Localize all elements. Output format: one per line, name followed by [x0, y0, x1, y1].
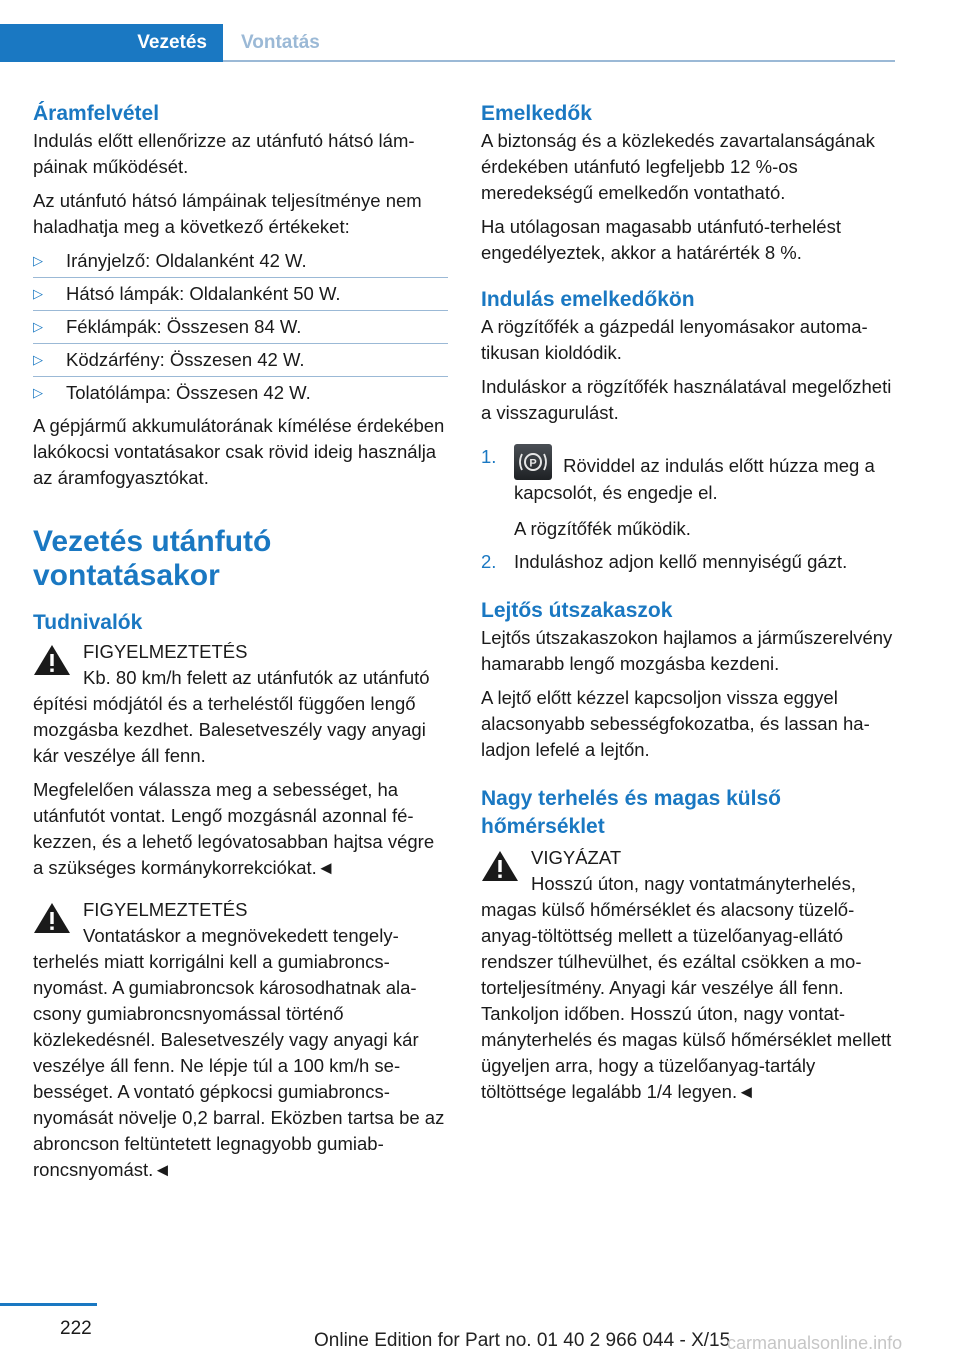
triangle-bullet-icon: ▷ — [33, 352, 43, 367]
paragraph: Induláskor a rögzítőfék használatával megelőzheti a visszagurulást. — [481, 376, 892, 423]
page-number: 222 — [60, 1318, 92, 1339]
footer-divider — [0, 1303, 97, 1306]
section-title-tudnivalok: Tudnivalók — [33, 611, 143, 634]
caution-box — [481, 845, 896, 871]
left-column — [33, 100, 448, 1191]
page-header — [0, 0, 895, 62]
paragraph: Megfelelően válassza meg a sebességet, ha utánfutót vontat. Lengő mozgásnál azonnal fékezzen, és a lehető legóvatosabban hajtsa végre a szükséges kormánykorrekciókat.◄ — [33, 779, 435, 878]
step-text: Induláshoz adjon kellő mennyiségű gázt. — [514, 551, 848, 572]
tab-vezetes[interactable]: Vezetés — [0, 24, 223, 62]
warning-title: FIGYELMEZTETÉS — [83, 899, 248, 920]
warning-triangle-icon — [481, 849, 519, 883]
warning-title: FIGYELMEZTETÉS — [83, 641, 248, 662]
warning-triangle-icon — [33, 901, 71, 935]
warning-text: Kb. 80 km/h felett az utánfutók az utánfutó építési módjától és a terheléstől függően lengő mozgásba kezdhet. Balesetveszély vagy anyagi kár veszélye áll fenn. — [33, 667, 430, 766]
list-item — [33, 248, 448, 274]
warning-triangle-icon — [33, 643, 71, 677]
paragraph: A rögzítőfék a gázpedál lenyomásakor automatikusan kioldódik. — [481, 316, 868, 363]
list-item — [481, 444, 896, 542]
step-text: Röviddel az indulás előtt húzza meg a kapcsolót, és engedje el. — [514, 455, 875, 503]
tab-vontatas[interactable]: Vontatás — [241, 32, 320, 53]
step-number: 2. — [481, 551, 497, 572]
step-number: 1. — [481, 446, 497, 467]
list-item-text: Ködzárfény: Összesen 42 W. — [66, 349, 305, 370]
triangle-bullet-icon: ▷ — [33, 319, 43, 334]
header-divider — [223, 60, 895, 62]
list-item-text: Hátsó lámpák: Oldalanként 50 W. — [66, 283, 341, 304]
paragraph: Lejtős útszakaszokon hajlamos a járműszerelvény hamarabb lengő mozgásba kezdeni. — [481, 627, 893, 674]
chapter-title: Vezetés utánfutó vontatásakor — [33, 525, 272, 592]
paragraph: A biztonság és a közlekedés zavartalanságának érdekében utánfutó legfeljebb 12 %-os meredekségű emelkedőn vontatható. — [481, 130, 875, 203]
section-title-aramfelvetel: Áramfelvétel — [33, 102, 160, 125]
warning-text: Vontatáskor a megnövekedett tengelyterhelés miatt korrigálni kell a gumiabroncsnyomást. A gumiabroncsok károsodhatnak alacsony gumiabroncsnyomással történő közlekedésnél. Balesetveszély vagy anyagi kár veszélye áll fenn. Ne lépje túl a 100 km/h sebességet. A vontató gépkocsi gumiabroncsnyomását növelje 0,2 barral. Eközben tartsa be az abroncson feltüntetett legnagyobb gumiabroncsnyomást.◄ — [33, 925, 445, 1180]
watermark: carmanualsonline.info — [727, 1333, 903, 1353]
wattage-list — [33, 248, 448, 406]
paragraph: Ha utólagosan magasabb utánfutó-terhelést engedélyeztek, akkor a határérték 8 %. — [481, 216, 841, 263]
triangle-bullet-icon: ▷ — [33, 253, 43, 268]
section-title-emelkedok: Emelkedők — [481, 102, 592, 125]
edition-text: Online Edition for Part no. 01 40 2 966 044 - X/15 — [314, 1330, 731, 1351]
right-column — [481, 100, 896, 1113]
paragraph: A lejtő előtt kézzel kapcsoljon vissza eggyel alacsonyabb sebességfokozatba, és lassan haladjon lefelé a lejtőn. — [481, 687, 870, 760]
list-item — [33, 314, 448, 340]
step-subtext: A rögzítőfék működik. — [514, 518, 691, 539]
svg-text:P: P — [529, 457, 537, 470]
parking-brake-button-icon — [514, 444, 552, 480]
list-item — [33, 380, 448, 406]
list-item — [33, 281, 448, 307]
section-title-nagy-terheles: Nagy terhelés és magas külső hőmérséklet — [481, 787, 781, 838]
list-item — [33, 347, 448, 373]
caution-text: Hosszú úton, nagy vontatmányterhelés, magas külső hőmérséklet és alacsony tüzelőanyag-töltöttség mellett a tüzelőanyag-ellátó rendszer túlhevülhet, és ezáltal csökken a motorteljesítmény. Anyagi kár veszélye áll fenn. Tankoljon időben. Hosszú úton, nagy vontatmányterhelés és magas külső hőmérséklet mellett ügyeljen arra, hogy a tüzelőanyag-tartály töltöttsége legalább 1/4 legyen.◄ — [481, 873, 892, 1102]
paragraph: Az utánfutó hátsó lámpáinak teljesítménye nem haladhatja meg a következő értékeket: — [33, 190, 422, 237]
caution-title: VIGYÁZAT — [531, 847, 622, 868]
list-item-text: Tolatólámpa: Összesen 42 W. — [66, 382, 311, 403]
warning-box — [33, 639, 448, 665]
list-item-text: Irányjelző: Oldalanként 42 W. — [66, 250, 307, 271]
warning-box — [33, 897, 448, 923]
list-item — [481, 549, 896, 575]
triangle-bullet-icon: ▷ — [33, 286, 43, 301]
triangle-bullet-icon: ▷ — [33, 385, 43, 400]
paragraph: Indulás előtt ellenőrizze az utánfutó hátsó lámpáinak működését. — [33, 130, 415, 177]
list-item-text: Féklámpák: Összesen 84 W. — [66, 316, 302, 337]
paragraph: A gépjármű akkumulátorának kímélése érdekében lakókocsi vontatásakor csak rövid ideig használja az áramfogyasztókat. — [33, 415, 445, 488]
section-title-lejtos: Lejtős útszakaszok — [481, 599, 673, 622]
section-title-indulas: Indulás emelkedőkön — [481, 288, 695, 311]
steps-list — [481, 444, 896, 575]
